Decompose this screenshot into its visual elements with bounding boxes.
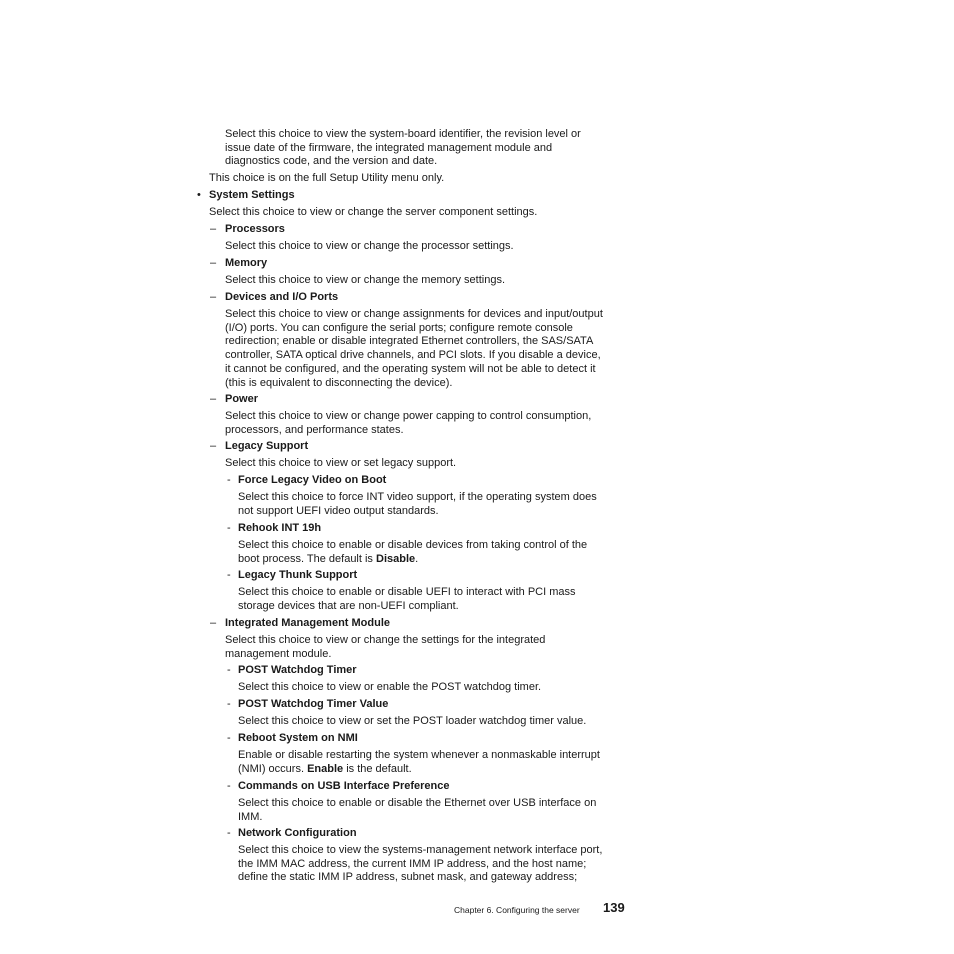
- rehook-text: .: [415, 552, 419, 565]
- rehook-text: boot process. The default is: [238, 552, 376, 565]
- imm-line: management module.: [225, 647, 332, 660]
- rehook-desc: [238, 539, 587, 566]
- intro-paragraph: [225, 128, 581, 169]
- force-video-desc: [238, 491, 597, 518]
- rehook-line: [238, 553, 587, 567]
- hyphen-marker: -: [227, 569, 231, 581]
- intro-line: Select this choice to view the system-board identifier, the revision level or: [225, 128, 581, 140]
- legacy-heading: Legacy Support: [225, 440, 309, 452]
- hyphen-marker: -: [227, 474, 231, 486]
- power-desc: [225, 410, 591, 437]
- devices-line: (this is equivalent to disconnecting the device).: [225, 376, 453, 389]
- imm-heading: Integrated Management Module: [225, 617, 391, 629]
- rehook-line: Select this choice to enable or disable devices from taking control of the: [238, 539, 588, 551]
- hyphen-marker: -: [227, 780, 231, 792]
- bullet-marker: •: [197, 189, 201, 201]
- dash-marker: –: [210, 291, 217, 303]
- dash-marker: –: [210, 440, 217, 452]
- system-settings-desc: Select this choice to view or change the server component settings.: [209, 206, 538, 218]
- power-line: processors, and performance states.: [225, 423, 404, 436]
- network-line: Select this choice to view the systems-management network interface port,: [238, 844, 603, 856]
- network-line: the IMM MAC address, the current IMM IP address, and the host name;: [238, 857, 587, 870]
- usb-pref-desc: [238, 797, 596, 824]
- hyphen-marker: -: [227, 522, 231, 534]
- force-video-heading: Force Legacy Video on Boot: [238, 474, 387, 486]
- devices-line: it cannot be configured, and the operating system will not be able to detect it: [225, 362, 596, 375]
- intro-line: diagnostics code, and the version and date.: [225, 155, 438, 168]
- intro-line: issue date of the firmware, the integrated management module and: [225, 141, 553, 154]
- page-number: 139: [603, 900, 625, 915]
- power-line: Select this choice to view or change power capping to control consumption,: [225, 410, 592, 422]
- post-timer-heading: POST Watchdog Timer: [238, 664, 357, 676]
- reboot-nmi-text: is the default.: [343, 762, 412, 775]
- devices-heading: Devices and I/O Ports: [225, 291, 339, 303]
- thunk-line: storage devices that are non-UEFI compliant.: [238, 599, 459, 612]
- force-video-line: Select this choice to force INT video support, if the operating system does: [238, 491, 597, 503]
- imm-desc: [225, 634, 545, 661]
- rehook-default-value: Disable: [376, 552, 416, 565]
- intro-note: This choice is on the full Setup Utility menu only.: [209, 172, 445, 184]
- rehook-heading: Rehook INT 19h: [238, 522, 322, 534]
- post-timer-value-desc: Select this choice to view or set the POST loader watchdog timer value.: [238, 715, 587, 727]
- dash-marker: –: [210, 223, 217, 235]
- post-timer-value-heading: POST Watchdog Timer Value: [238, 698, 389, 710]
- memory-desc: Select this choice to view or change the memory settings.: [225, 274, 506, 286]
- devices-desc: [225, 308, 603, 390]
- hyphen-marker: -: [227, 732, 231, 744]
- reboot-nmi-desc: [238, 749, 600, 776]
- hyphen-marker: -: [227, 664, 231, 676]
- reboot-nmi-line: [238, 763, 600, 777]
- dash-marker: –: [210, 617, 217, 629]
- network-line: define the static IMM IP address, subnet mask, and gateway address;: [238, 871, 578, 884]
- dash-marker: –: [210, 257, 217, 269]
- thunk-desc: [238, 586, 576, 613]
- usb-pref-line: IMM.: [238, 810, 263, 823]
- usb-pref-line: Select this choice to enable or disable the Ethernet over USB interface on: [238, 797, 597, 809]
- power-heading: Power: [225, 393, 259, 405]
- reboot-nmi-heading: Reboot System on NMI: [238, 732, 358, 744]
- network-heading: Network Configuration: [238, 827, 357, 839]
- devices-line: controller, SATA optical drive channels, and PCI slots. If you disable a device,: [225, 349, 601, 362]
- processors-desc: Select this choice to view or change the processor settings.: [225, 240, 514, 252]
- footer-chapter: Chapter 6. Configuring the server: [454, 905, 580, 915]
- imm-line: Select this choice to view or change the settings for the integrated: [225, 634, 546, 646]
- hyphen-marker: -: [227, 698, 231, 710]
- processors-heading: Processors: [225, 223, 285, 235]
- reboot-nmi-default-value: Enable: [307, 762, 344, 775]
- devices-line: (I/O) ports. You can configure the serial ports; configure remote console: [225, 321, 573, 334]
- legacy-desc: Select this choice to view or set legacy support.: [225, 457, 457, 469]
- devices-line: Select this choice to view or change assignments for devices and input/output: [225, 308, 603, 320]
- hyphen-marker: -: [227, 827, 231, 839]
- system-settings-heading: System Settings: [209, 189, 295, 201]
- post-timer-desc: Select this choice to view or enable the POST watchdog timer.: [238, 681, 542, 693]
- dash-marker: –: [210, 393, 217, 405]
- network-desc: [238, 844, 602, 885]
- reboot-nmi-line: Enable or disable restarting the system whenever a nonmaskable interrupt: [238, 749, 600, 761]
- usb-pref-heading: Commands on USB Interface Preference: [238, 780, 450, 792]
- devices-line: redirection; enable or disable integrated Ethernet controllers, the SAS/SATA: [225, 335, 594, 348]
- force-video-line: not support UEFI video output standards.: [238, 504, 439, 517]
- reboot-nmi-text: (NMI) occurs.: [238, 762, 308, 775]
- thunk-heading: Legacy Thunk Support: [238, 569, 358, 581]
- memory-heading: Memory: [225, 257, 268, 269]
- thunk-line: Select this choice to enable or disable UEFI to interact with PCI mass: [238, 586, 576, 598]
